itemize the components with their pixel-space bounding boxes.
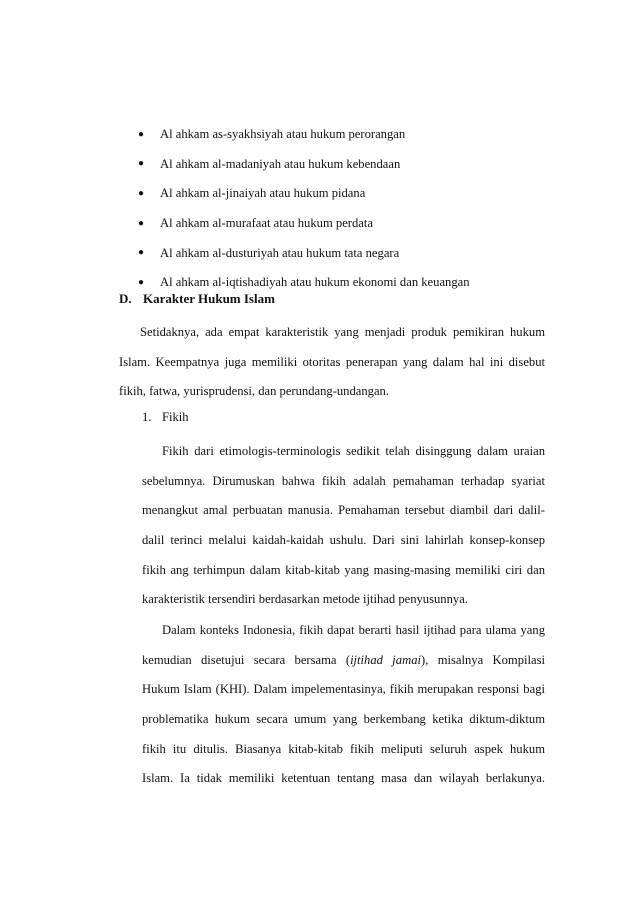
text-line: Fikih dari etimologis-terminologis sedikit telah disinggung dalam uraian xyxy=(162,444,545,458)
law-categories-list xyxy=(138,120,470,298)
bullet-icon: ● xyxy=(138,158,145,170)
bullet-icon: ● xyxy=(138,187,145,199)
list-item: ● Al ahkam al-jinaiyah atau hukum pidana xyxy=(138,186,366,201)
text-line: menangkut amal perbuatan manusia. Pemahaman tersebut diambil dari dalil- xyxy=(142,503,545,518)
intro-paragraph xyxy=(119,318,545,407)
subsection-number: 1. xyxy=(142,410,152,424)
text-line: dalil terinci melalui kaidah-kaidah ushulu. Dari sini lahirlah konsep-konsep xyxy=(142,533,545,548)
list-item: ● Al ahkam al-murafaat atau hukum perdata xyxy=(138,216,373,231)
text-line: kemudian disetujui secara bersama (ijtihad jamai), misalnya Kompilasi xyxy=(142,652,545,667)
section-heading xyxy=(119,291,275,307)
fikih-paragraph-2 xyxy=(142,616,545,794)
list-item: ● Al ahkam al-dusturiyah atau hukum tata negara xyxy=(138,245,400,260)
bullet-icon: ● xyxy=(138,217,145,229)
text-line: fikih, fatwa, yurisprudensi, dan perundang-undangan. xyxy=(119,384,389,399)
text-line: problematika hukum secara umum yang berkembang ketika diktum-diktum xyxy=(142,712,545,727)
italic-term: ijtihad jamai xyxy=(350,652,421,667)
section-number: D. xyxy=(119,291,132,306)
section-title: Karakter Hukum Islam xyxy=(143,291,275,306)
list-item: ● Al ahkam al-madaniyah atau hukum kebendaan xyxy=(138,156,401,171)
text-line: fikih itu ditulis. Biasanya kitab-kitab fikih meliputi seluruh aspek hukum xyxy=(142,741,545,756)
text-line: sebelumnya. Dirumuskan bahwa fikih adalah pemahaman terhadap syariat xyxy=(142,473,545,488)
text-line: Setidaknya, ada empat karakteristik yang menjadi produk pemikiran hukum xyxy=(140,325,545,339)
text-line: Islam. Ia tidak memiliki ketentuan tentang masa dan wilayah berlakunya. xyxy=(142,771,545,786)
text-line: karakteristik tersendiri berdasarkan metode ijtihad penyusunnya. xyxy=(142,592,468,607)
fikih-paragraph-1 xyxy=(142,437,545,615)
list-item: ● Al ahkam al-iqtishadiyah atau hukum ekonomi dan keuangan xyxy=(138,275,470,290)
subsection-heading xyxy=(142,410,189,425)
bullet-icon: ● xyxy=(138,276,145,288)
subsection-title: Fikih xyxy=(162,410,189,424)
bullet-icon: ● xyxy=(138,247,145,259)
list-item: ● Al ahkam as-syakhsiyah atau hukum perorangan xyxy=(138,127,406,142)
text-line: Islam. Keempatnya juga memiliki otoritas penerapan yang dalam hal ini disebut xyxy=(119,354,545,369)
text-line: fikih ang terhimpun dalam kitab-kitab yang masing-masing memiliki ciri dan xyxy=(142,562,545,577)
bullet-icon: ● xyxy=(138,128,145,140)
text-line: Dalam konteks Indonesia, fikih dapat berarti hasil ijtihad para ulama yang xyxy=(162,623,545,637)
text-line: Hukum Islam (KHI). Dalam impelementasinya, fikih merupakan responsi bagi xyxy=(142,682,545,697)
